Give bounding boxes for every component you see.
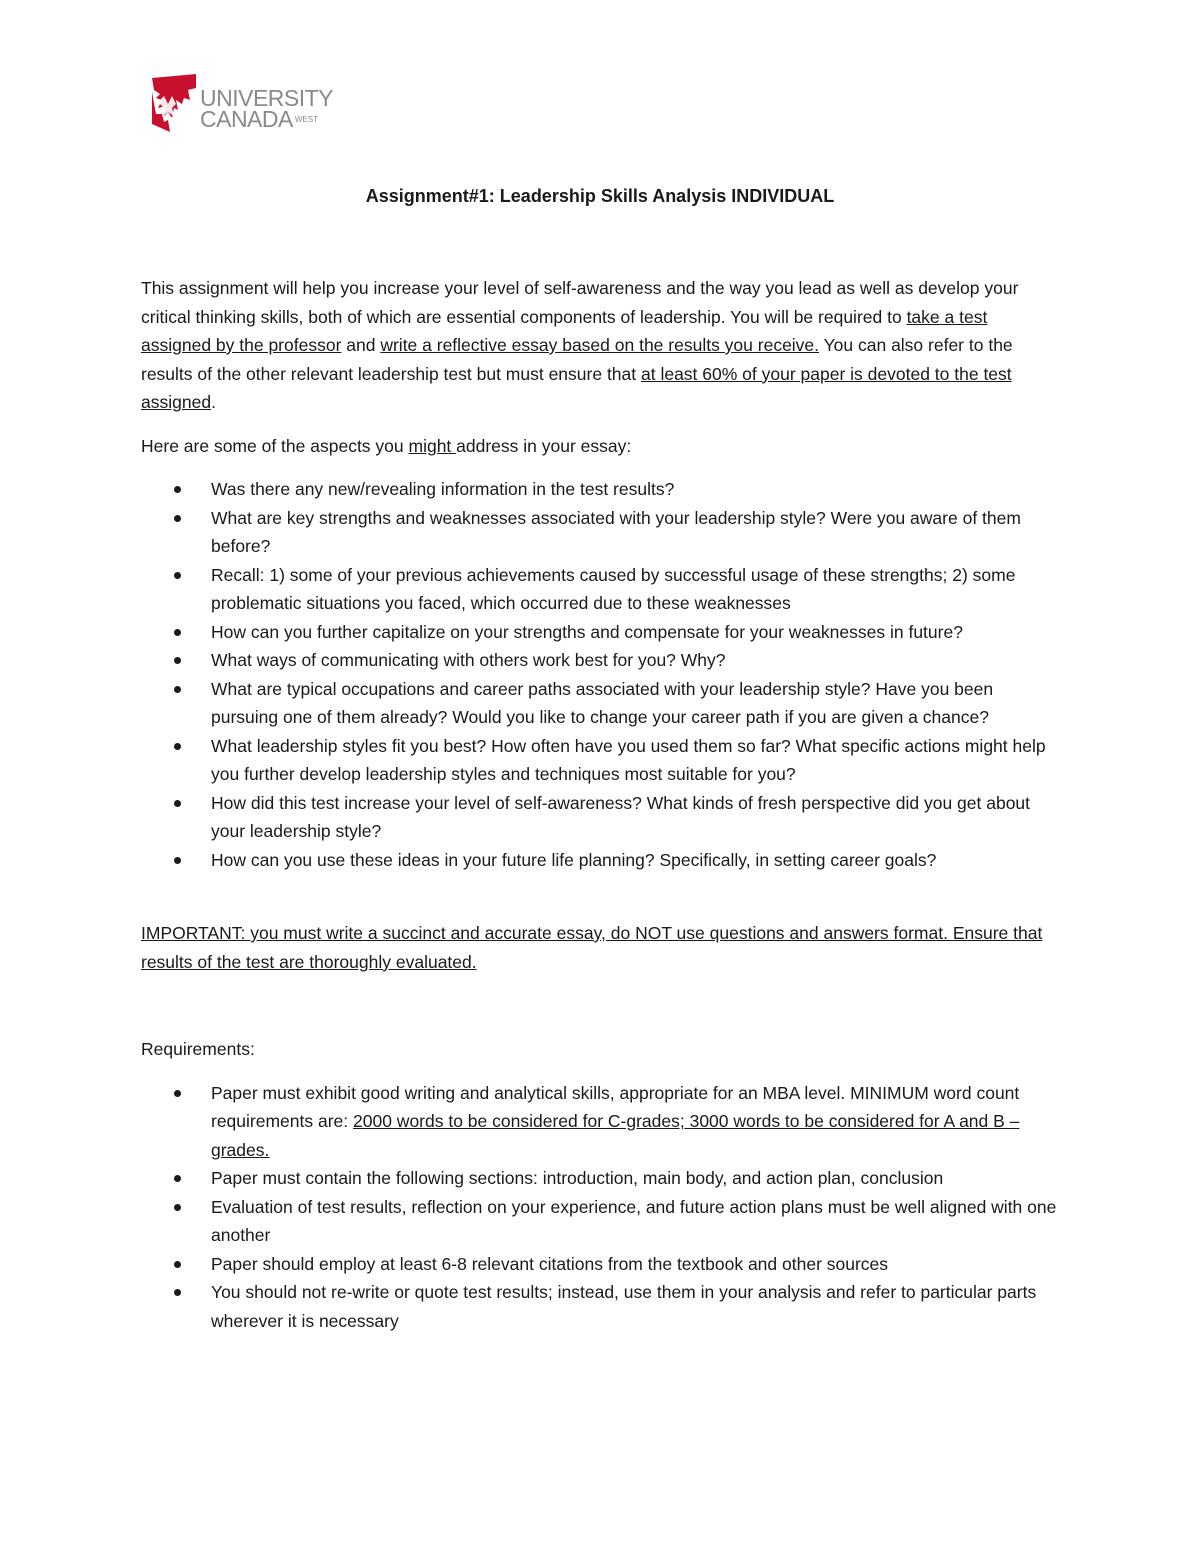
- requirements-heading: Requirements:: [141, 1039, 255, 1059]
- list-item: What ways of communicating with others work best for you? Why?: [141, 646, 1061, 675]
- bullet-icon: [174, 572, 181, 579]
- bullet-icon: [174, 1175, 181, 1182]
- logo-wordmark: [200, 85, 334, 132]
- requirements-list: [141, 1079, 1061, 1336]
- list-item: How can you use these ideas in your future life planning? Specifically, in setting career goals?: [141, 846, 1061, 875]
- bullet-icon: [174, 857, 181, 864]
- document-body: [141, 274, 1061, 1335]
- list-item: Evaluation of test results, reflection on your experience, and future action plans must be well aligned with one another: [141, 1193, 1061, 1250]
- list-item: Paper must exhibit good writing and analytical skills, appropriate for an MBA level. MINIMUM word count requirements are: 2000 words to be considered for C-grades; 3000 words to be considered for A and B – grades.: [141, 1079, 1061, 1165]
- page-title: Assignment#1: Leadership Skills Analysis INDIVIDUAL: [365, 186, 835, 206]
- list-item: You should not re-write or quote test results; instead, use them in your analysis and refer to particular parts wherever it is necessary: [141, 1278, 1061, 1335]
- list-item: What leadership styles fit you best? How often have you used them so far? What specific actions might help you further develop leadership styles and techniques most suitable for you?: [141, 732, 1061, 789]
- list-item: Recall: 1) some of your previous achievements caused by successful usage of these strengths; 2) some problematic situations you faced, which occurred due to these weaknesses: [141, 561, 1061, 618]
- bullet-icon: [174, 1204, 181, 1211]
- bullet-icon: [174, 629, 181, 636]
- bullet-icon: [174, 486, 181, 493]
- bullet-icon: [174, 1289, 181, 1296]
- maple-leaf-shield-icon: [150, 74, 198, 132]
- questions-list: [141, 475, 1061, 874]
- list-item: Was there any new/revealing information in the test results?: [141, 475, 1061, 504]
- bullet-icon: [174, 1261, 181, 1268]
- logo-line-2: CANADA: [200, 106, 293, 132]
- bullet-icon: [174, 800, 181, 807]
- aspects-paragraph: Here are some of the aspects you might address in your essay:: [141, 435, 632, 456]
- list-item: What are typical occupations and career paths associated with your leadership style? Have you been pursuing one of them already? Would you like to change your career path if you are given a chance?: [141, 675, 1061, 732]
- list-item: How can you further capitalize on your strengths and compensate for your weaknesses in future?: [141, 618, 1061, 647]
- logo-line-1: UNIVERSITY: [200, 85, 334, 111]
- bullet-icon: [174, 1090, 181, 1097]
- list-item: What are key strengths and weaknesses associated with your leadership style? Were you aware of them before?: [141, 504, 1061, 561]
- list-item: Paper should employ at least 6-8 relevant citations from the textbook and other sources: [141, 1250, 1061, 1279]
- bullet-icon: [174, 743, 181, 750]
- bullet-icon: [174, 686, 181, 693]
- bullet-icon: [174, 515, 181, 522]
- list-item: How did this test increase your level of self-awareness? What kinds of fresh perspective did you get about your leadership style?: [141, 789, 1061, 846]
- important-note: IMPORTANT: you must write a succinct and accurate essay, do NOT use questions and answers format. Ensure that results of the test are thoroughly evaluated.: [141, 923, 1043, 972]
- list-item: Paper must contain the following sections: introduction, main body, and action plan, conclusion: [141, 1164, 1061, 1193]
- university-logo: [150, 74, 350, 134]
- intro-paragraph: This assignment will help you increase your level of self-awareness and the way you lead as well as develop your critical thinking skills, both of which are essential components of leadership. You will be required to take a test assigned by the professor and write a reflective essay based on the results you receive. You can also refer to the results of the other relevant leadership test but must ensure that at least 60% of your paper is devoted to the test assigned.: [141, 278, 1019, 412]
- bullet-icon: [174, 657, 181, 664]
- logo-suffix: WEST: [294, 115, 318, 124]
